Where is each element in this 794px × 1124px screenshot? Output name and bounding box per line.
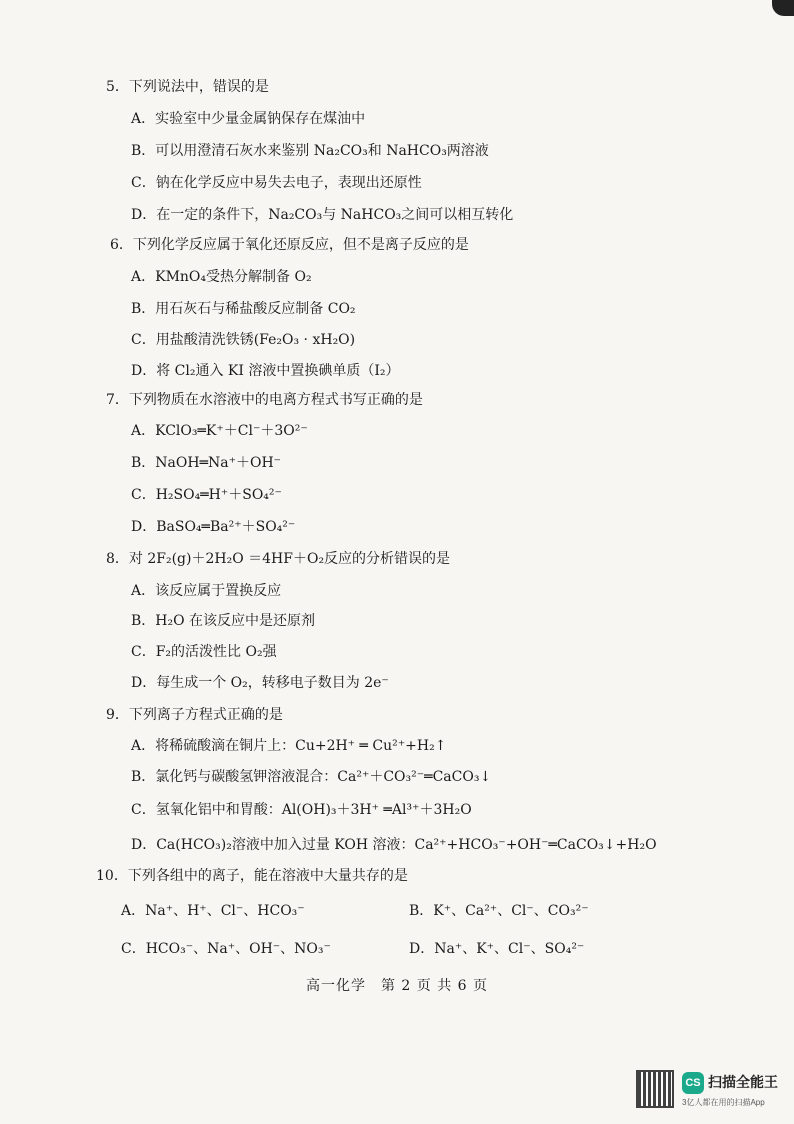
question-10-option-c: C．HCO₃⁻、Na⁺、OH⁻、NO₃⁻ bbox=[121, 941, 331, 957]
question-9-option-a: A．将稀硫酸滴在铜片上：Cu+2H⁺ ═ Cu²⁺+H₂↑ bbox=[131, 738, 447, 754]
question-9-option-c: C．氢氧化铝中和胃酸：Al(OH)₃＋3H⁺ ═Al³⁺＋3H₂O bbox=[131, 802, 472, 818]
question-9-stem: 9．下列离子方程式正确的是 bbox=[106, 707, 283, 723]
question-6-option-c: C．用盐酸清洗铁锈(Fe₂O₃ · xH₂O) bbox=[131, 332, 356, 348]
scanner-watermark bbox=[636, 1068, 786, 1112]
scan-edge-mark bbox=[772, 0, 794, 16]
camscanner-logo-icon: CS bbox=[682, 1072, 704, 1094]
question-8-option-d: D．每生成一个 O₂，转移电子数目为 2e⁻ bbox=[131, 675, 389, 691]
question-8-option-c: C．F₂的活泼性比 O₂强 bbox=[131, 644, 277, 660]
question-8-stem: 8．对 2F₂(g)＋2H₂O ＝4HF＋O₂反应的分析错误的是 bbox=[106, 551, 451, 567]
question-8-option-b: B．H₂O 在该反应中是还原剂 bbox=[131, 613, 316, 629]
question-7-option-a: A．KClO₃═K⁺＋Cl⁻＋3O²⁻ bbox=[131, 423, 308, 439]
question-5-stem: 5．下列说法中，错误的是 bbox=[106, 79, 269, 95]
question-7-option-b: B．NaOH═Na⁺＋OH⁻ bbox=[131, 455, 282, 471]
question-8-option-a: A．该反应属于置换反应 bbox=[131, 583, 282, 599]
question-7-option-c: C．H₂SO₄═H⁺＋SO₄²⁻ bbox=[131, 487, 282, 503]
question-5-option-d: D．在一定的条件下，Na₂CO₃与 NaHCO₃之间可以相互转化 bbox=[131, 207, 514, 223]
question-5-option-c: C．钠在化学反应中易失去电子，表现出还原性 bbox=[131, 175, 422, 191]
question-6-option-a: A．KMnO₄受热分解制备 O₂ bbox=[131, 269, 312, 285]
question-10-option-d: D．Na⁺、K⁺、Cl⁻、SO₄²⁻ bbox=[409, 941, 585, 957]
question-7-stem: 7．下列物质在水溶液中的电离方程式书写正确的是 bbox=[106, 392, 423, 408]
question-10-option-a: A．Na⁺、H⁺、Cl⁻、HCO₃⁻ bbox=[121, 903, 305, 919]
question-5-option-a: A．实验室中少量金属钠保存在煤油中 bbox=[131, 111, 366, 127]
question-10-stem: 10．下列各组中的离子，能在溶液中大量共存的是 bbox=[96, 868, 408, 884]
question-9-option-d: D．Ca(HCO₃)₂溶液中加入过量 KOH 溶液：Ca²⁺+HCO₃⁻+OH⁻═CaCO₃↓+H₂O bbox=[131, 837, 657, 853]
question-9-option-b: B．氯化钙与碳酸氢钾溶液混合：Ca²⁺＋CO₃²⁻═CaCO₃↓ bbox=[131, 769, 492, 785]
question-7-option-d: D．BaSO₄═Ba²⁺＋SO₄²⁻ bbox=[131, 519, 296, 535]
scanner-subtitle: 3亿人都在用的扫描App bbox=[682, 1098, 765, 1107]
question-6-stem: 6．下列化学反应属于氧化还原反应，但不是离子反应的是 bbox=[110, 237, 469, 253]
page-footer: 高一化学 第 2 页 共 6 页 bbox=[305, 978, 489, 994]
question-5-option-b: B．可以用澄清石灰水来鉴别 Na₂CO₃和 NaHCO₃两溶液 bbox=[131, 143, 489, 159]
question-6-option-b: B．用石灰石与稀盐酸反应制备 CO₂ bbox=[131, 301, 356, 317]
scanner-title: 扫描全能王 bbox=[708, 1074, 778, 1090]
question-10-option-b: B．K⁺、Ca²⁺、Cl⁻、CO₃²⁻ bbox=[409, 903, 589, 919]
question-6-option-d: D．将 Cl₂通入 KI 溶液中置换碘单质（I₂） bbox=[131, 363, 400, 379]
qr-code-icon bbox=[636, 1070, 674, 1108]
